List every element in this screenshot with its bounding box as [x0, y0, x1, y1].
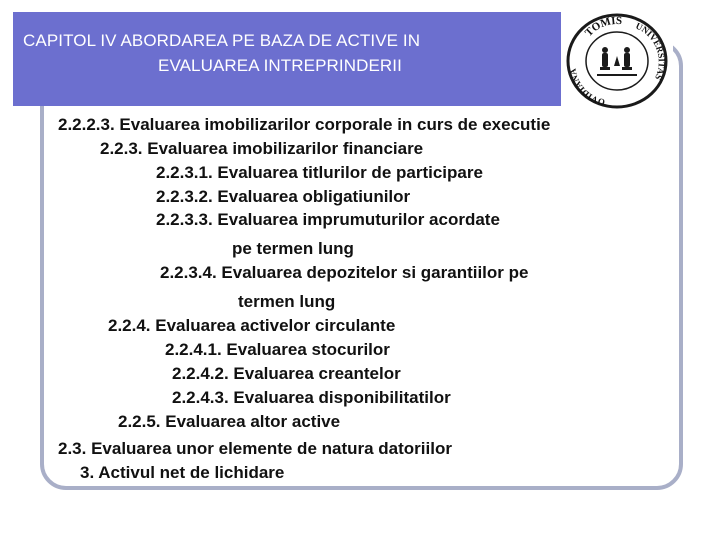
- outline-item: 3. Activul net de lichidare: [80, 463, 285, 482]
- outline-item: 2.2.3.2. Evaluarea obligatiunilor: [156, 187, 411, 206]
- outline-item: 2.2.4. Evaluarea activelor circulante: [108, 316, 396, 335]
- seal-text-left: OVIDIANA: [567, 67, 606, 108]
- outline-item: 2.2.4.2. Evaluarea creantelor: [172, 364, 401, 383]
- outline-item: 2.2.4.3. Evaluarea disponibilitatilor: [172, 388, 451, 407]
- outline-item: 2.2.4.1. Evaluarea stocurilor: [165, 340, 390, 359]
- outline-item: 2.2.3.3. Evaluarea imprumuturilor acordate: [156, 210, 500, 229]
- outline-item: 2.2.3.1. Evaluarea titlurilor de participare: [156, 163, 483, 182]
- outline-item: 2.3. Evaluarea unor elemente de natura datoriilor: [58, 439, 452, 458]
- outline-item: 2.2.3. Evaluarea imobilizarilor financiare: [100, 139, 424, 158]
- outline-item: 2.2.5. Evaluarea altor active: [118, 412, 341, 431]
- outline-item: 2.2.3.4. Evaluarea depozitelor si garantiilor pe: [160, 263, 529, 282]
- outline-item: 2.2.2.3. Evaluarea imobilizarilor corporale in curs de executie: [58, 115, 551, 134]
- slide-title-line-1: CAPITOL IV ABORDAREA PE BAZA DE ACTIVE IN: [23, 31, 421, 50]
- outline-item: pe termen lung: [232, 239, 354, 258]
- slide-title-line-2: EVALUAREA INTREPRINDERII: [158, 56, 402, 75]
- seal-text-right: UNIVERSITAS: [634, 20, 667, 82]
- outline-item: termen lung: [238, 292, 336, 311]
- seal-text-top: TOMIS: [582, 14, 623, 40]
